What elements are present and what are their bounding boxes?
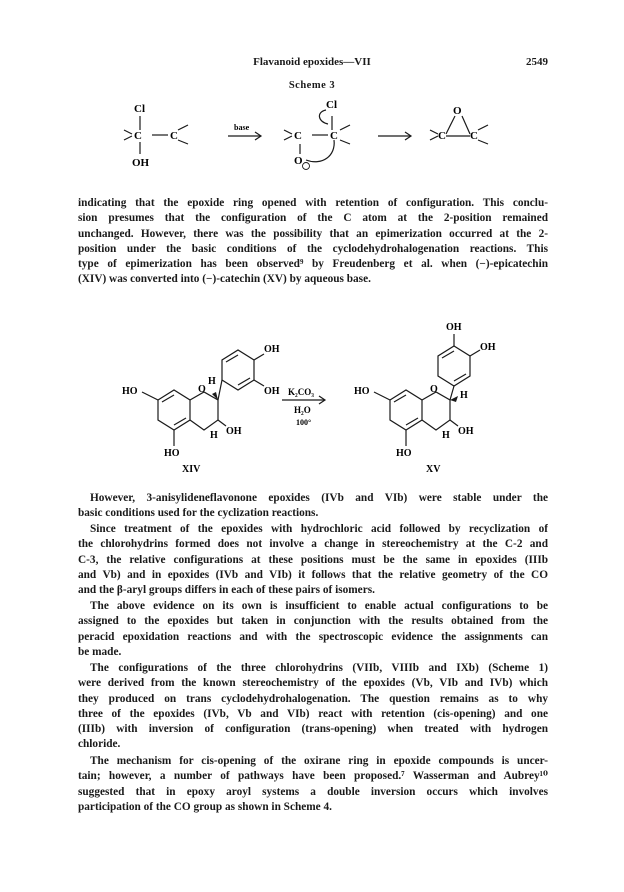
compound-label-xiv: XIV [182,464,201,472]
xv-h-right: H [460,390,468,401]
text-line: basic conditions used for the cyclization reactions. [78,507,319,520]
text-line: C-3, the relative configurations at these positions must be the same in epoxides (IIIb [78,553,548,566]
intermediate-c1: C [294,130,302,142]
paragraph-stability [78,491,548,522]
scheme-3-diagram [110,94,510,176]
paragraph-mechanism [78,754,548,815]
paragraph-relative-configuration [78,522,548,598]
text-line: The configurations of the three chlorohydrins (VIIb, VIIIb and IXb) (Scheme 1) [90,662,548,674]
paragraph-epimerization [78,196,548,288]
text-line: The mechanism for cis-opening of the oxirane ring in epoxide compounds is uncer- [90,755,548,767]
text-line: tain; however, a number of pathways have been proposed.⁷ Wasserman and Aubrey¹⁰ [78,770,548,783]
reaction-temperature: 100° [296,418,312,427]
intermediate-o: O [294,155,303,167]
reactant-oh: OH [132,157,150,169]
reactant-cl: Cl [134,103,145,115]
xiv-h-bottom: H [210,430,218,441]
text-line: chloride. [78,738,121,751]
paragraph-chlorohydrins [78,661,548,753]
xv-oh-upper-right: OH [480,342,496,353]
text-line: the chlorohydrins formed does not involve a change in stereochemistry at the C-2 and [78,538,548,551]
reactant-c2: C [170,130,178,142]
text-line: participation of the CO group as shown in Scheme 4. [78,800,332,813]
epicatechin-catechin-figure [100,322,540,472]
xv-ho-bottom: HO [396,448,412,459]
text-line: (XIV) was converted into (−)-catechin (XV) by aqueous base. [78,273,371,286]
product-c1: C [438,130,446,142]
paragraph-evidence [78,599,548,660]
product-o: O [453,105,462,117]
text-line: (IIIb) with inversion of configuration (trans-opening) when treated with hydrogen [78,723,548,736]
reagent-k2co3: K₂CO₃ [288,387,314,397]
intermediate-cl: Cl [326,99,337,111]
xv-ring-o: O [430,384,438,395]
running-title: Flavanoid epoxides—VII [253,56,371,68]
text-line: and Vb) and in epoxides (IVb and VIb) it follows that the relative geometry of the CO [78,568,548,581]
text-line: peracid epoxidation reactions and with the spectroscopic evidence the assignments can [78,630,548,643]
scheme-label: Scheme 3 [288,80,336,91]
text-line: and the β-aryl groups differs in each of these pairs of isomers. [78,584,375,597]
xv-oh-c3: OH [458,426,474,437]
product-c2: C [470,130,478,142]
xv-oh-top: OH [446,322,462,333]
text-line: three of the epoxides (IVb, Vb and VIb) react with retention (cis-opening) and one [78,707,548,720]
xiv-ho-bottom: HO [164,448,180,459]
negative-charge-mark [303,163,310,170]
xiv-oh-lower: OH [264,386,280,397]
xv-h-bottom: H [442,430,450,441]
xv-ho-left: HO [354,386,370,397]
text-line: were derived from the known stereochemistry of the epoxides (Vb, VIb and IVb) which [78,677,548,690]
xiv-ho-left: HO [122,386,138,397]
xiv-oh-c3: OH [226,426,242,437]
text-line: indicating that the epoxide ring opened with retention of configuration. This conclu- [78,197,548,209]
text-line: Since treatment of the epoxides with hydrochloric acid followed by recyclization of [90,523,548,535]
text-line: The above evidence on its own is insufficient to enable actual configurations to be [90,600,548,612]
xiv-h-top: H [208,376,216,387]
compound-label-xv: XV [426,464,441,472]
reagent-base: base [234,123,250,132]
page-number: 2549 [526,56,548,68]
intermediate-c2: C [330,130,338,142]
xiv-ring-o: O [198,384,206,395]
text-line: However, 3-anisylideneflavonone epoxides (IVb and VIb) were stable under the [90,492,548,504]
text-line: suggested that in epoxy aroyl systems a double inversion occurs which involves [78,785,548,798]
text-line: they produced on trans cyclodehydrohalogenation. The question remains as to why [78,692,548,705]
text-line: sion presumes that the configuration of the C atom at the 2-position remained [78,212,548,225]
reactant-c1: C [134,130,142,142]
xiv-oh-upper: OH [264,344,280,355]
text-line: be made. [78,645,122,658]
text-line: position under the basic conditions of the cyclodehydrohalogenation reactions. This [78,242,548,255]
reagent-h2o: H₂O [294,405,311,415]
text-line: unchanged. However, there was the possibility that an epimerization occurred at the 2- [78,227,548,240]
text-line: assigned to the epoxides but taken in conjunction with the results obtained from the [78,615,548,628]
text-line: type of epimerization has been observed⁹ by Freudenberg et al. when (−)-epicatechin [78,258,548,271]
